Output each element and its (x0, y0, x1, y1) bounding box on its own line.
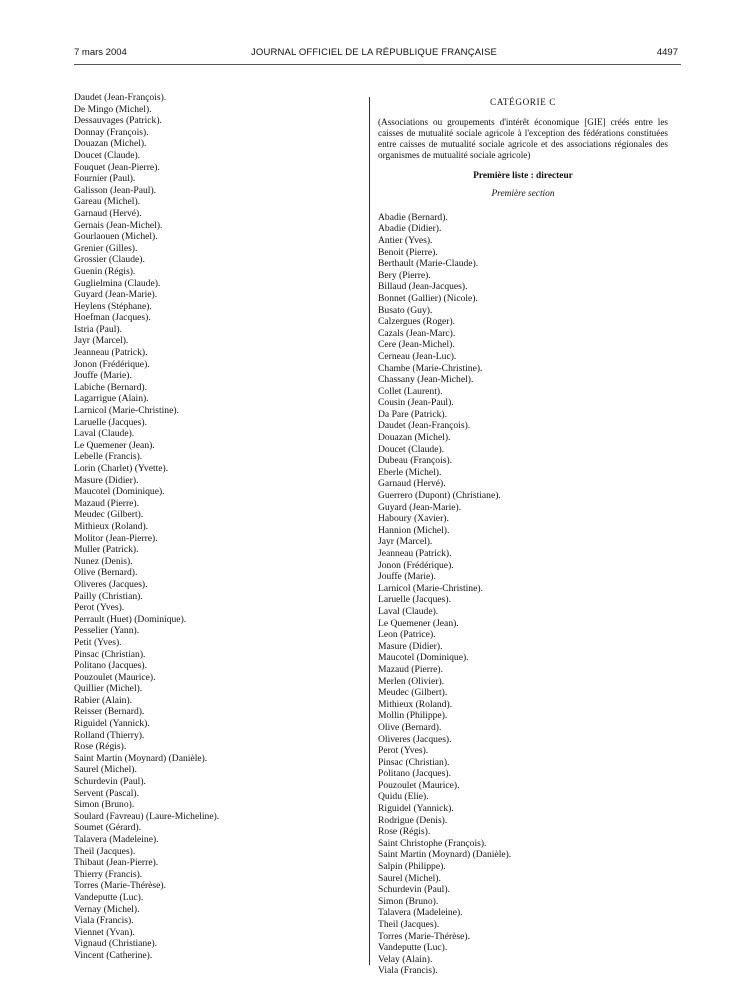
name-entry: Da Pare (Patrick). (378, 408, 447, 420)
right-column-name-list (378, 212, 668, 977)
name-entry: Saurel (Michel). (74, 764, 137, 776)
name-entry: Pinsac (Christian). (378, 756, 450, 768)
name-entry: Le Quemener (Jean). (74, 439, 155, 451)
name-entry: Thibaut (Jean-Pierre). (74, 857, 159, 869)
name-entry: Galisson (Jean-Paul). (74, 184, 157, 196)
name-entry: Velay (Alain). (378, 953, 433, 965)
name-entry: Schurdevin (Paul). (378, 884, 450, 896)
name-entry: Perot (Yves). (378, 745, 429, 757)
name-entry: Heylens (Stéphane). (74, 300, 152, 312)
name-entry: Mollin (Philippe). (378, 710, 448, 722)
name-entry: Douazan (Michel). (378, 432, 451, 444)
list-title: Première liste : directeur (473, 170, 573, 181)
name-entry: Soulard (Favreau) (Laure-Micheline). (74, 810, 220, 822)
name-entry: Abadie (Bernard). (378, 211, 448, 223)
left-column-name-list (74, 92, 219, 962)
name-entry: Maucotel (Dominique). (378, 652, 469, 664)
name-entry: Saint Christophe (François). (378, 837, 487, 849)
name-entry: Larnicol (Marie-Christine). (74, 405, 179, 417)
name-entry: Simon (Bruno). (74, 799, 135, 811)
header-date: 7 mars 2004 (74, 47, 127, 58)
name-entry: Antier (Yves). (378, 234, 433, 246)
name-entry: Grenier (Gilles). (74, 242, 138, 254)
name-entry: Pesselier (Yann). (74, 625, 140, 637)
name-entry: Olive (Bernard). (378, 721, 442, 733)
name-entry: Hannion (Michel). (378, 524, 450, 536)
name-entry: Molitor (Jean-Pierre). (74, 532, 158, 544)
name-entry: Dubeau (François). (378, 455, 453, 467)
name-entry: Cerneau (Jean-Luc). (378, 350, 457, 362)
name-entry: Daudet (Jean-François). (378, 420, 471, 432)
name-entry: Viennet (Yvan). (74, 926, 135, 938)
name-entry: Vincent (Catherine). (74, 949, 153, 961)
name-entry: Riguidel (Yannick). (74, 718, 150, 730)
name-entry: Masure (Didier). (74, 474, 139, 486)
name-entry: Vernay (Michel). (74, 903, 140, 915)
name-entry: Viala (Francis). (378, 965, 438, 977)
name-entry: Mithieux (Roland). (378, 698, 453, 710)
name-entry: Oliveres (Jacques). (378, 733, 452, 745)
name-entry: Thierry (Francis). (74, 868, 143, 880)
name-entry: Politano (Jacques). (74, 660, 148, 672)
name-entry: Gourlaouen (Michel). (74, 231, 158, 243)
name-entry: Jayr (Marcel). (74, 335, 129, 347)
name-entry: Jayr (Marcel). (378, 536, 433, 548)
name-entry: Schurdevin (Paul). (74, 776, 146, 788)
name-entry: Laval (Claude). (74, 428, 135, 440)
name-entry: Eberle (Michel). (378, 466, 442, 478)
name-entry: Cere (Jean-Michel). (378, 339, 455, 351)
name-entry: Doucet (Claude). (74, 149, 141, 161)
right-column (378, 97, 668, 977)
name-entry: Saint Martin (Moynard) (Danièle). (378, 849, 512, 861)
column-divider (369, 97, 370, 965)
name-entry: Jeanneau (Patrick). (378, 548, 452, 559)
name-entry: Haboury (Xavier). (378, 513, 449, 525)
name-entry: Vandeputte (Luc). (74, 891, 144, 903)
name-entry: Billaud (Jean-Jacques). (378, 281, 468, 293)
name-entry: Soumet (Gérard). (74, 822, 142, 834)
name-entry: Vignaud (Christiane). (74, 938, 158, 950)
name-entry: Merlen (Olivier). (378, 675, 445, 687)
name-entry: Jonon (Frédérique). (74, 358, 150, 370)
name-entry: Muller (Patrick). (74, 544, 139, 556)
name-entry: Donnay (François). (74, 126, 149, 138)
name-entry: Pouzoulet (Maurice). (74, 671, 156, 683)
name-entry: Lorin (Charlet) (Yvette). (74, 463, 169, 474)
name-entry: Mazaud (Pierre). (74, 497, 139, 509)
name-entry: Garnaud (Hervé). (74, 207, 142, 219)
name-entry: Lagarrigue (Alain). (74, 393, 149, 405)
name-entry: Busato (Guy). (378, 304, 433, 316)
name-entry: Rose (Régis). (74, 741, 127, 753)
header-page-number: 4497 (656, 47, 678, 58)
name-entry: Gernais (Jean-Michel). (74, 219, 163, 231)
name-entry: Garnaud (Hervé). (378, 478, 446, 490)
name-entry: Jouffe (Marie). (378, 571, 436, 583)
name-entry: Bonnet (Gallier) (Nicole). (378, 292, 478, 304)
category-description: (Associations ou groupements d'intérêt économique [GIE] créés entre les caisses de mutualité sociale agricole à l'exception des fédérations constituées entre caisses de mutualité sociale agricole et des associations régionales des organismes de mutualité sociale agricole) (378, 116, 668, 160)
name-entry: Torres (Marie-Thérèse). (378, 930, 471, 942)
name-entry: Grossier (Claude). (74, 254, 145, 266)
name-entry: Daudet (Jean-François). (74, 92, 167, 103)
name-entry: Abadie (Didier). (378, 223, 442, 235)
name-entry: Berthault (Marie-Claude). (378, 258, 479, 270)
name-entry: Douazan (Michel). (74, 138, 147, 150)
name-entry: Guerrero (Dupont) (Christiane). (378, 490, 501, 502)
name-entry: Olive (Bernard). (74, 567, 138, 579)
name-entry: Mithieux (Roland). (74, 520, 149, 532)
name-entry: Pinsac (Christian). (74, 648, 146, 660)
name-entry: Istria (Paul). (74, 323, 122, 335)
name-entry: Laruelle (Jacques). (74, 416, 147, 428)
name-entry: Salpin (Philippe). (378, 861, 446, 873)
name-entry: Guyard (Jean-Marie). (378, 501, 462, 513)
name-entry: Meudec (Gilbert). (378, 687, 448, 699)
name-entry: Perot (Yves). (74, 602, 125, 614)
name-entry: Collet (Laurent). (378, 385, 443, 397)
name-entry: Nunez (Denis). (74, 555, 133, 567)
name-entry: Talavera (Madeleine). (74, 834, 159, 845)
name-entry: Petit (Yves). (74, 636, 122, 648)
name-entry: Reisser (Bernard). (74, 706, 145, 718)
name-entry: Chambe (Marie-Christine). (378, 362, 483, 374)
name-entry: Laval (Claude). (378, 605, 439, 617)
name-entry: Servent (Pascal). (74, 787, 140, 799)
name-entry: De Mingo (Michel). (74, 103, 152, 115)
name-entry: Mazaud (Pierre). (378, 663, 443, 675)
name-entry: Saint Martin (Moynard) (Danièle). (74, 752, 208, 764)
name-entry: Hoefman (Jacques). (74, 312, 151, 324)
name-entry: Theil (Jacques). (74, 845, 136, 857)
name-entry: Doucet (Claude). (378, 443, 445, 455)
header-title: JOURNAL OFFICIEL DE LA RÉPUBLIQUE FRANÇAISE (251, 47, 497, 58)
name-entry: Theil (Jacques). (378, 919, 440, 930)
name-entry: Jeanneau (Patrick). (74, 347, 148, 359)
name-entry: Rose (Régis). (378, 826, 431, 838)
name-entry: Oliveres (Jacques). (74, 578, 148, 590)
name-entry: Guenin (Régis). (74, 265, 136, 277)
name-entry: Talavera (Madeleine). (378, 907, 463, 919)
name-entry: Meudec (Gilbert). (74, 509, 144, 521)
name-entry: Masure (Didier). (378, 640, 443, 652)
name-entry: Torres (Marie-Thérèse). (74, 880, 167, 892)
name-entry: Lebelle (Francis). (74, 451, 143, 463)
name-entry: Larnicol (Marie-Christine). (378, 582, 483, 594)
header-rule (74, 64, 681, 65)
name-entry: Riguidel (Yannick). (378, 803, 454, 815)
page-header (0, 47, 748, 63)
name-entry: Quidu (Elie). (378, 791, 429, 803)
name-entry: Vandeputte (Luc). (378, 942, 448, 954)
section-title: Première section (491, 189, 555, 200)
name-entry: Simon (Bruno). (378, 895, 439, 907)
name-entry: Rolland (Thierry). (74, 729, 145, 741)
name-entry: Chassany (Jean-Michel). (378, 374, 474, 386)
name-entry: Gareau (Michel). (74, 196, 141, 208)
name-entry: Maucotel (Dominique). (74, 486, 165, 498)
name-entry: Cazals (Jean-Marc). (378, 327, 456, 339)
name-entry: Rodrigue (Denis). (378, 814, 448, 826)
name-entry: Calzergues (Roger). (378, 316, 456, 328)
name-entry: Fouquet (Jean-Pierre). (74, 161, 160, 173)
name-entry: Guyard (Jean-Marie). (74, 289, 158, 301)
name-entry: Benoit (Pierre). (378, 246, 438, 258)
name-entry: Le Quemener (Jean). (378, 617, 459, 629)
name-entry: Pailly (Christian). (74, 590, 143, 602)
name-entry: Fournier (Paul). (74, 173, 136, 185)
category-title: CATÉGORIE C (489, 97, 557, 107)
name-entry: Quillier (Michel). (74, 683, 143, 695)
name-entry: Leon (Patrice). (378, 629, 436, 641)
name-entry: Cousin (Jean-Paul). (378, 397, 454, 409)
name-entry: Laruelle (Jacques). (378, 594, 451, 606)
name-entry: Bery (Pierre). (378, 269, 431, 281)
name-entry: Labiche (Bernard). (74, 381, 147, 393)
name-entry: Rabier (Alain). (74, 694, 133, 706)
name-entry: Guglielmina (Claude). (74, 277, 161, 289)
name-entry: Jouffe (Marie). (74, 370, 132, 382)
name-entry: Saurel (Michel). (378, 872, 441, 884)
name-entry: Perrault (Huet) (Dominique). (74, 613, 187, 625)
name-entry: Politano (Jacques). (378, 768, 452, 780)
name-entry: Dessauvages (Patrick). (74, 115, 162, 127)
name-entry: Viala (Francis). (74, 915, 134, 927)
name-entry: Jonon (Frédérique). (378, 559, 454, 571)
name-entry: Pouzoulet (Maurice). (378, 779, 460, 791)
